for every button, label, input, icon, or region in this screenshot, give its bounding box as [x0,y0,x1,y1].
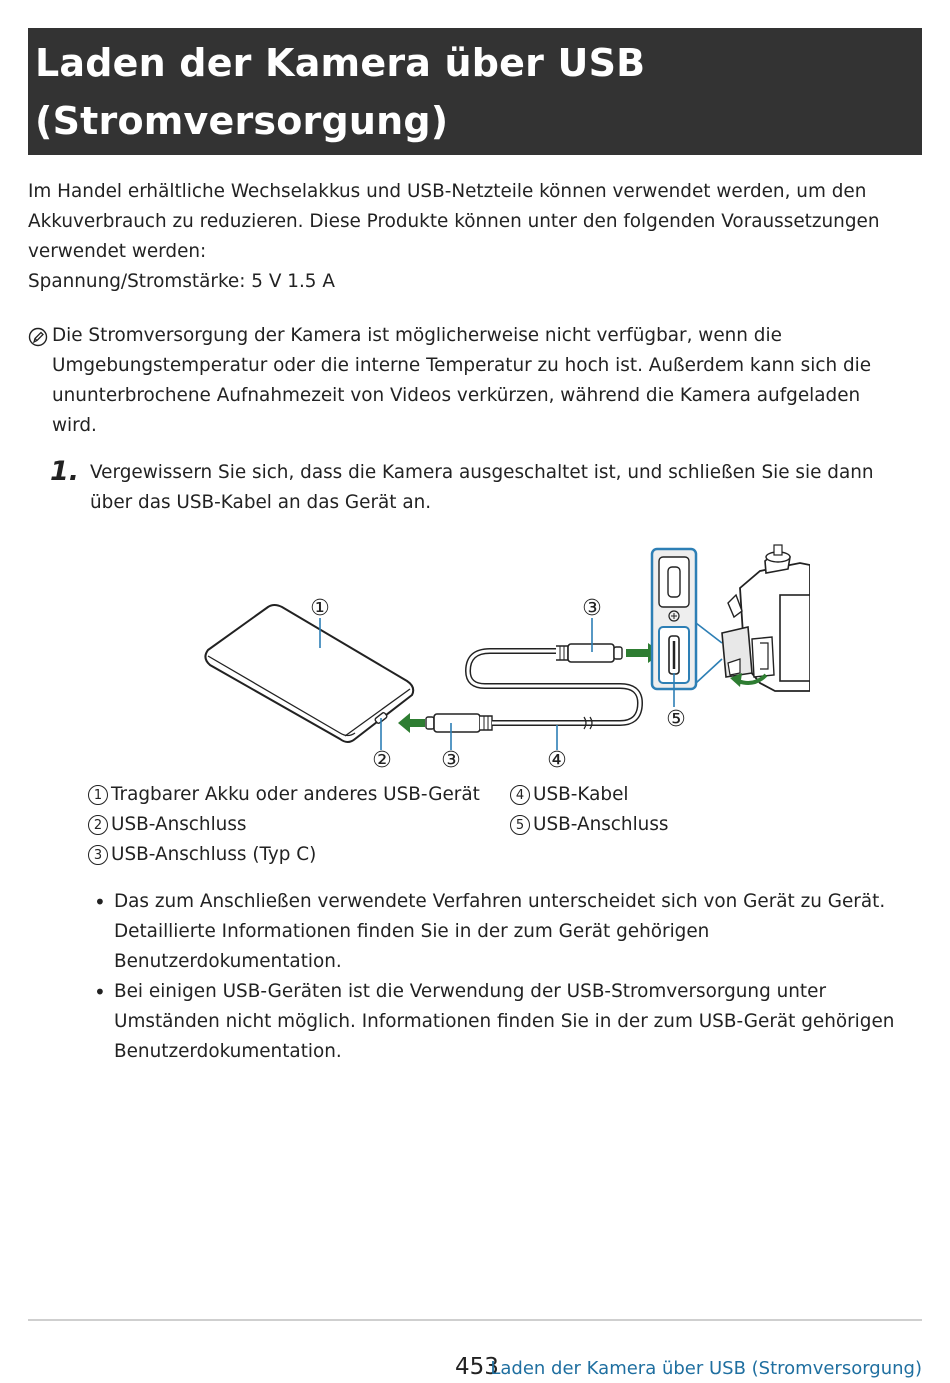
callout-2: ② [372,748,392,773]
legend-label: USB-Anschluss [533,814,669,835]
legend-label: USB-Kabel [533,784,629,805]
page-number: 453 [455,1354,499,1380]
list-item: • Bei einigen USB-Geräten ist die Verwendung der USB-Stromversorgung unter Umständen nicht möglich. Informationen finden Sie in der zum USB-Gerät gehörigen Benutzerdokumentation. [94,977,914,1067]
legend-item [88,840,480,870]
camera-body-illustration [722,545,810,691]
caution-pencil-icon [28,327,48,347]
notes-list [94,887,914,1067]
callout-5: ⑤ [666,707,686,732]
legend-item [510,810,669,840]
portable-battery-illustration [205,605,413,742]
usb-c-plug-right [556,644,622,662]
callout-3-right: ③ [582,596,602,621]
legend-item [510,780,669,810]
legend-number: 1 [88,785,108,805]
legend-left-column [88,780,480,870]
legend-label: USB-Anschluss [111,814,247,835]
page-title-line-2: (Stromversorgung) [35,99,449,143]
usb-c-plug-left [426,714,492,732]
page-title-line-1: Laden der Kamera über USB [35,41,646,85]
callout-4: ④ [547,748,567,773]
legend-label: Tragbarer Akku oder anderes USB-Gerät [111,784,480,805]
legend-item [88,810,480,840]
section-link[interactable]: Laden der Kamera über USB (Stromversorgung) [490,1358,922,1379]
step-text: Vergewissern Sie sich, dass die Kamera ausgeschaltet ist, und schließen Sie sie dann über das USB-Kabel an das Gerät an. [90,462,874,513]
page-title [35,34,922,150]
callout-3-left: ③ [441,748,461,773]
intro-spec: Spannung/Stromstärke: 5 V 1.5 A [28,271,335,292]
usb-connection-illustration [200,543,810,778]
legend-label: USB-Anschluss (Typ C) [111,844,317,865]
intro-text: Im Handel erhältliche Wechselakkus und USB-Netzteile können verwendet werden, um den Akkuverbrauch zu reduzieren. Diese Produkte können unter den folgenden Voraussetzungen verwendet werden: [28,181,880,262]
insert-arrow-left [398,713,425,733]
legend-number: 2 [88,815,108,835]
legend-item [88,780,480,810]
caution-note [28,321,908,441]
page-title-bar [28,28,922,155]
callout-1: ① [310,596,330,621]
camera-port-panel [652,549,696,689]
list-item: • Das zum Anschließen verwendete Verfahren unterscheidet sich von Gerät zu Gerät. Detaillierte Informationen finden Sie in der zum Gerät gehörigen Benutzerdokumentation. [94,887,914,977]
caution-note-text: Die Stromversorgung der Kamera ist möglicherweise nicht verfügbar, wenn die Umgebungstemperatur oder die interne Temperatur zu hoch ist. Außerdem kann sich die ununterbrochene Aufnahmezeit von Videos verkürzen, während die Kamera aufgeladen wird. [52,325,872,436]
legend-number: 3 [88,845,108,865]
intro-paragraph [28,177,908,297]
legend-right-column [510,780,669,840]
step-number: 1. [50,456,80,487]
legend-number: 4 [510,785,530,805]
footer-divider [28,1319,922,1321]
legend-number: 5 [510,815,530,835]
